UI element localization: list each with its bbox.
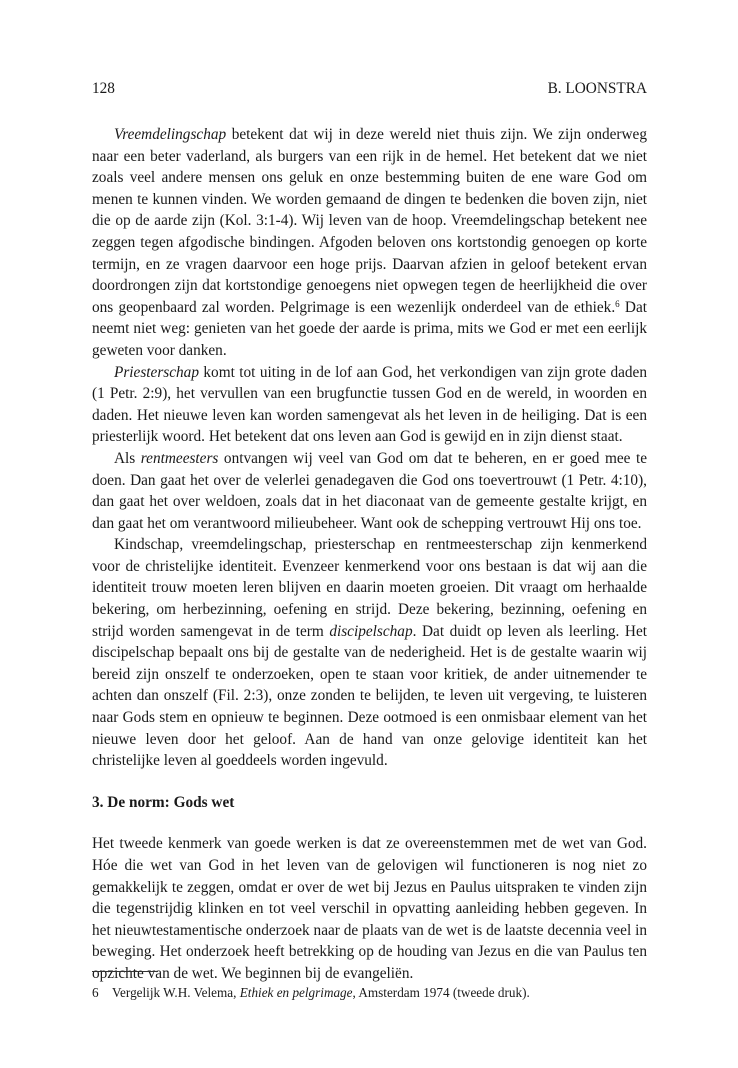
footnote-reference[interactable]: 6: [615, 298, 620, 309]
paragraph-text: . Dat duidt op leven als leerling. Het discipelschap bepaalt ons bij de gestalte van de nederigheid. Het is de gestalte waarin wij bereid zijn onszelf te onderzoeken, open te staan voor kritiek, de ander uitnemender te achten dan onszelf (Fil. 2:3), onze zonden te belijden, te leven uit vergeving, te luisteren naar Gods stem en opnieuw te beginnen. Deze ootmoed is een onmisbaar element van het nieuwe leven door het geloof. Aan de hand van onze gelovige identiteit kan het christelijke leven al goeddeels worden ingevuld.: [92, 622, 648, 770]
footnote-book-title: Ethiek en pelgrimage: [239, 985, 353, 1000]
paragraph-discipelschap: [92, 534, 647, 772]
paragraph-vreemdelingschap: [92, 124, 647, 362]
footnote: [92, 984, 647, 1002]
book-page: [92, 0, 647, 1068]
footnote-text: Vergelijk W.H. Velema,: [112, 985, 240, 1000]
term-discipelschap: discipelschap: [329, 622, 413, 640]
term-rentmeesters: rentmeesters: [140, 449, 219, 467]
section-heading: 3. De norm: Gods wet: [92, 793, 235, 811]
paragraph-priesterschap: [92, 362, 647, 448]
paragraph-text: Kindschap, vreemdelingschap, priesterschap en rentmeesterschap zijn kenmerkend voor de christelijke identiteit. Evenzeer kenmerkend voor ons bestaan is dat wij aan die identiteit trouw moeten leren blijven en daarin moeten groeien. Dit vraagt om herhaalde bekering, om herbezinning, oefening en strijd. Deze bekering, bezinning, oefening en strijd worden samengevat in de term: [92, 536, 647, 640]
footnote-divider: [92, 971, 158, 972]
footnote-text: , Amsterdam 1974 (tweede druk).: [352, 985, 530, 1000]
paragraph-text: betekent dat wij in deze wereld niet thuis zijn. We zijn onderweg naar een beter vaderland, als burgers van een rijk in de hemel. Het betekent dat we niet zoals veel andere mensen ons geluk en onze bestemming buiten de ene ware God om menen te kunnen vinden. We worden gemaand de dingen te bedenken die boven zijn, niet die op de aarde zijn (Kol. 3:1-4). Wij leven van de hoop. Vreemdelingschap betekent nee zeggen tegen afgodische bindingen. Afgoden beloven ons kortstondig genoegen op korte termijn, en ze vragen daarvoor een hoge prijs. Daarvan afzien in geloof betekent ervan doordrongen zijn dat kortstondige genoegens niet opwegen tegen de heerlijkheid die over ons geopenbaard zal worden. Pelgrimage is een wezenlijk onderdeel van de ethiek.: [92, 126, 647, 316]
term-vreemdelingschap: Vreemdelingschap: [114, 126, 227, 143]
paragraph-rentmeesters: [92, 448, 647, 534]
term-priesterschap: Priesterschap: [114, 363, 199, 381]
running-head-author: B. LOONSTRA: [547, 80, 647, 97]
paragraph-text: komt tot uiting in de lof aan God, het verkondigen van zijn grote daden (1 Petr. 2:9), het vervullen van een brugfunctie tussen God en de wereld, in woorden en daden. Het nieuwe leven kan worden samengevat als het leven in de heiliging. Dat is een priesterlijk woord. Het betekent dat ons leven aan God is gewijd en in zijn dienst staat.: [92, 363, 647, 446]
body-text: [92, 124, 647, 985]
footnote-number: 6: [92, 985, 99, 1000]
paragraph-text: Dat neemt niet weg: genieten van het goede der aarde is prima, mits we God er met een eerlijk geweten voor danken.: [92, 298, 647, 359]
paragraph-gods-wet: Het tweede kenmerk van goede werken is dat ze overeenstemmen met de wet van God. Hóe die wet van God in het leven van de gelovigen wil functioneren is nog niet zo gemakkelijk te zeggen, omdat er over de wet bij Jezus en Paulus uitspraken te vinden zijn die tegenstrijdig klinken en tot veel verschil in opvatting aanleiding hebben gegeven. In het nieuwtestamentische onderzoek naar de plaats van de wet is de laatste decennia veel in beweging. Het onderzoek heeft betrekking op de houding van Jezus en die van Paulus ten opzichte van de wet. We beginnen bij de evangeliën.: [92, 835, 647, 982]
page-number: 128: [92, 80, 115, 97]
running-head: [92, 79, 647, 99]
paragraph-text: ontvangen wij veel van God om dat te beheren, en er goed mee te doen. Dan gaat het over de velerlei genadegaven die God ons toevertrouwt (1 Petr. 4:10), dan gaat het over weldoen, zoals dat in het diaconaat van de gemeente gestalte krijgt, en dan gaat het om verantwoord milieubeheer. Want ook de schepping vertrouwt Hij ons toe.: [92, 449, 647, 532]
paragraph-text: Als: [114, 449, 141, 467]
